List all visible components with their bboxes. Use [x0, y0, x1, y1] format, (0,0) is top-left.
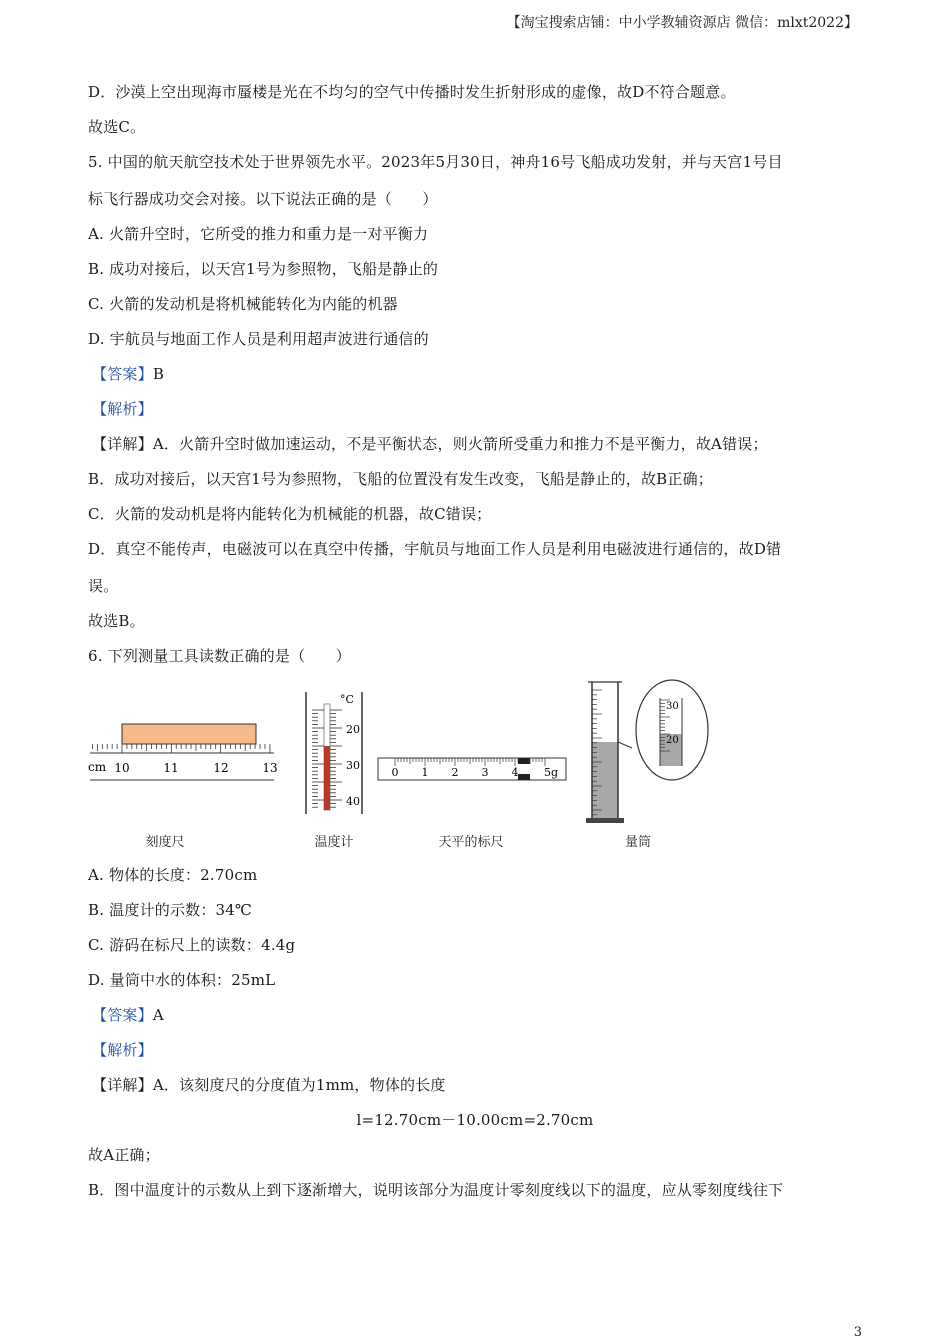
text-line: D．沙漠上空出现海市蜃楼是光在不均匀的空气中传播时发生折射形成的虚像，故D不符合题意。: [88, 83, 736, 101]
answer-line: [92, 364, 164, 384]
option-d: D. 宇航员与地面工作人员是利用超声波进行通信的: [88, 330, 429, 348]
option-c: C. 火箭的发动机是将机械能转化为内能的机器: [88, 295, 398, 313]
balance-tick-label: 4: [511, 766, 519, 779]
q6-detail-a: 【详解】A．该刻度尺的分度值为1mm，物体的长度: [92, 1076, 446, 1094]
thermometer-tick-label: 30: [346, 759, 360, 772]
balance-tick-label: 1: [421, 766, 429, 779]
detail-b: B．成功对接后，以天宫1号为参照物，飞船的位置没有发生改变，飞船是静止的，故B正确；: [88, 470, 713, 488]
cylinder-tick-label: 30: [666, 701, 679, 712]
graduated-cylinder: [586, 680, 708, 823]
ruler: [88, 724, 278, 780]
detail-tag: 【详解】: [92, 435, 153, 453]
answer-tag: 【答案】: [92, 365, 153, 383]
q6-analysis-tag: 【解析】: [92, 1041, 153, 1059]
balance-scale: [378, 758, 566, 780]
balance-caption: 天平的标尺: [438, 835, 504, 850]
ruler-tick-label: 10: [114, 761, 130, 775]
thermometer-mercury: [324, 746, 330, 810]
ruler-tick-label: 11: [163, 761, 179, 775]
cylinder-tick-label: 20: [666, 735, 679, 746]
ruler-tick-label: 12: [213, 761, 229, 775]
option-a: A. 火箭升空时，它所受的推力和重力是一对平衡力: [88, 225, 429, 243]
q6-answer-line: 【答案】A: [92, 1006, 164, 1024]
balance-tick-label: 2: [451, 766, 459, 779]
q6-answer-value: A: [152, 1006, 164, 1024]
thermometer-tick-label: 20: [346, 723, 360, 736]
cylinder-caption: 量筒: [624, 835, 652, 850]
q6-option-d: D. 量筒中水的体积：25mL: [88, 971, 276, 989]
balance-tick-label: 3: [481, 766, 489, 779]
detail-c: C．火箭的发动机是将内能转化为机械能的机器，故C错误；: [88, 505, 492, 523]
cylinder-water: [592, 742, 618, 818]
rider-bottom: [518, 774, 530, 780]
detail-a: 【详解】A．火箭升空时做加速运动，不是平衡状态，则火箭所受重力和推力不是平衡力，故A错误；: [92, 435, 768, 453]
balance-tick-label: 0: [391, 766, 399, 779]
question-5-stem-cont: 标飞行器成功交会对接。以下说法正确的是（ ）: [88, 190, 438, 208]
analysis-tag: 【解析】: [92, 400, 153, 418]
ruler-tick-label: 13: [262, 761, 278, 775]
measuring-tools-figure: [88, 676, 728, 856]
thermometer: [306, 692, 362, 814]
ruler-caption: 刻度尺: [145, 835, 185, 850]
ruler-object: [122, 724, 256, 744]
figure-svg: [88, 676, 728, 826]
text-line: 故选C。: [88, 118, 146, 136]
q6-detail-a-end: 故A正确；: [88, 1146, 160, 1164]
q6-formula: l=12.70cm－10.00cm=2.70cm: [356, 1111, 594, 1129]
ruler-unit: cm: [88, 760, 107, 774]
option-b: B. 成功对接后，以天宫1号为参照物，飞船是静止的: [88, 260, 439, 278]
thermometer-tick-label: 40: [346, 795, 360, 808]
q6-option-c: C. 游码在标尺上的读数：4.4g: [88, 936, 296, 954]
thermometer-caption: 温度计: [314, 835, 354, 850]
conclusion: 故选B。: [88, 612, 145, 630]
page-header: 【淘宝搜索店铺：中小学教辅资源店 微信：mlxt2022】: [506, 15, 858, 31]
page-number: 3: [853, 1325, 862, 1340]
q6-option-b: B. 温度计的示数：34℃: [88, 901, 253, 919]
question-6-stem: 6. 下列测量工具读数正确的是（ ）: [88, 647, 351, 665]
thermometer-unit: °C: [340, 693, 354, 706]
q6-detail-b: B．图中温度计的示数从上到下逐渐增大，说明该部分为温度计零刻度线以下的温度，应从零刻度线往下: [88, 1181, 784, 1199]
balance-tick-label: 5g: [543, 766, 559, 779]
detail-d-cont: 误。: [88, 577, 119, 595]
answer-value: B: [152, 365, 165, 383]
q6-option-a: A. 物体的长度：2.70cm: [88, 866, 258, 884]
question-5-stem: 5. 中国的航天航空技术处于世界领先水平。2023年5月30日，神舟16号飞船成功发射，并与天宫1号目: [88, 153, 783, 171]
detail-d: D．真空不能传声，电磁波可以在真空中传播，宇航员与地面工作人员是利用电磁波进行通信的，故D错: [88, 540, 782, 558]
rider-top: [518, 758, 530, 764]
